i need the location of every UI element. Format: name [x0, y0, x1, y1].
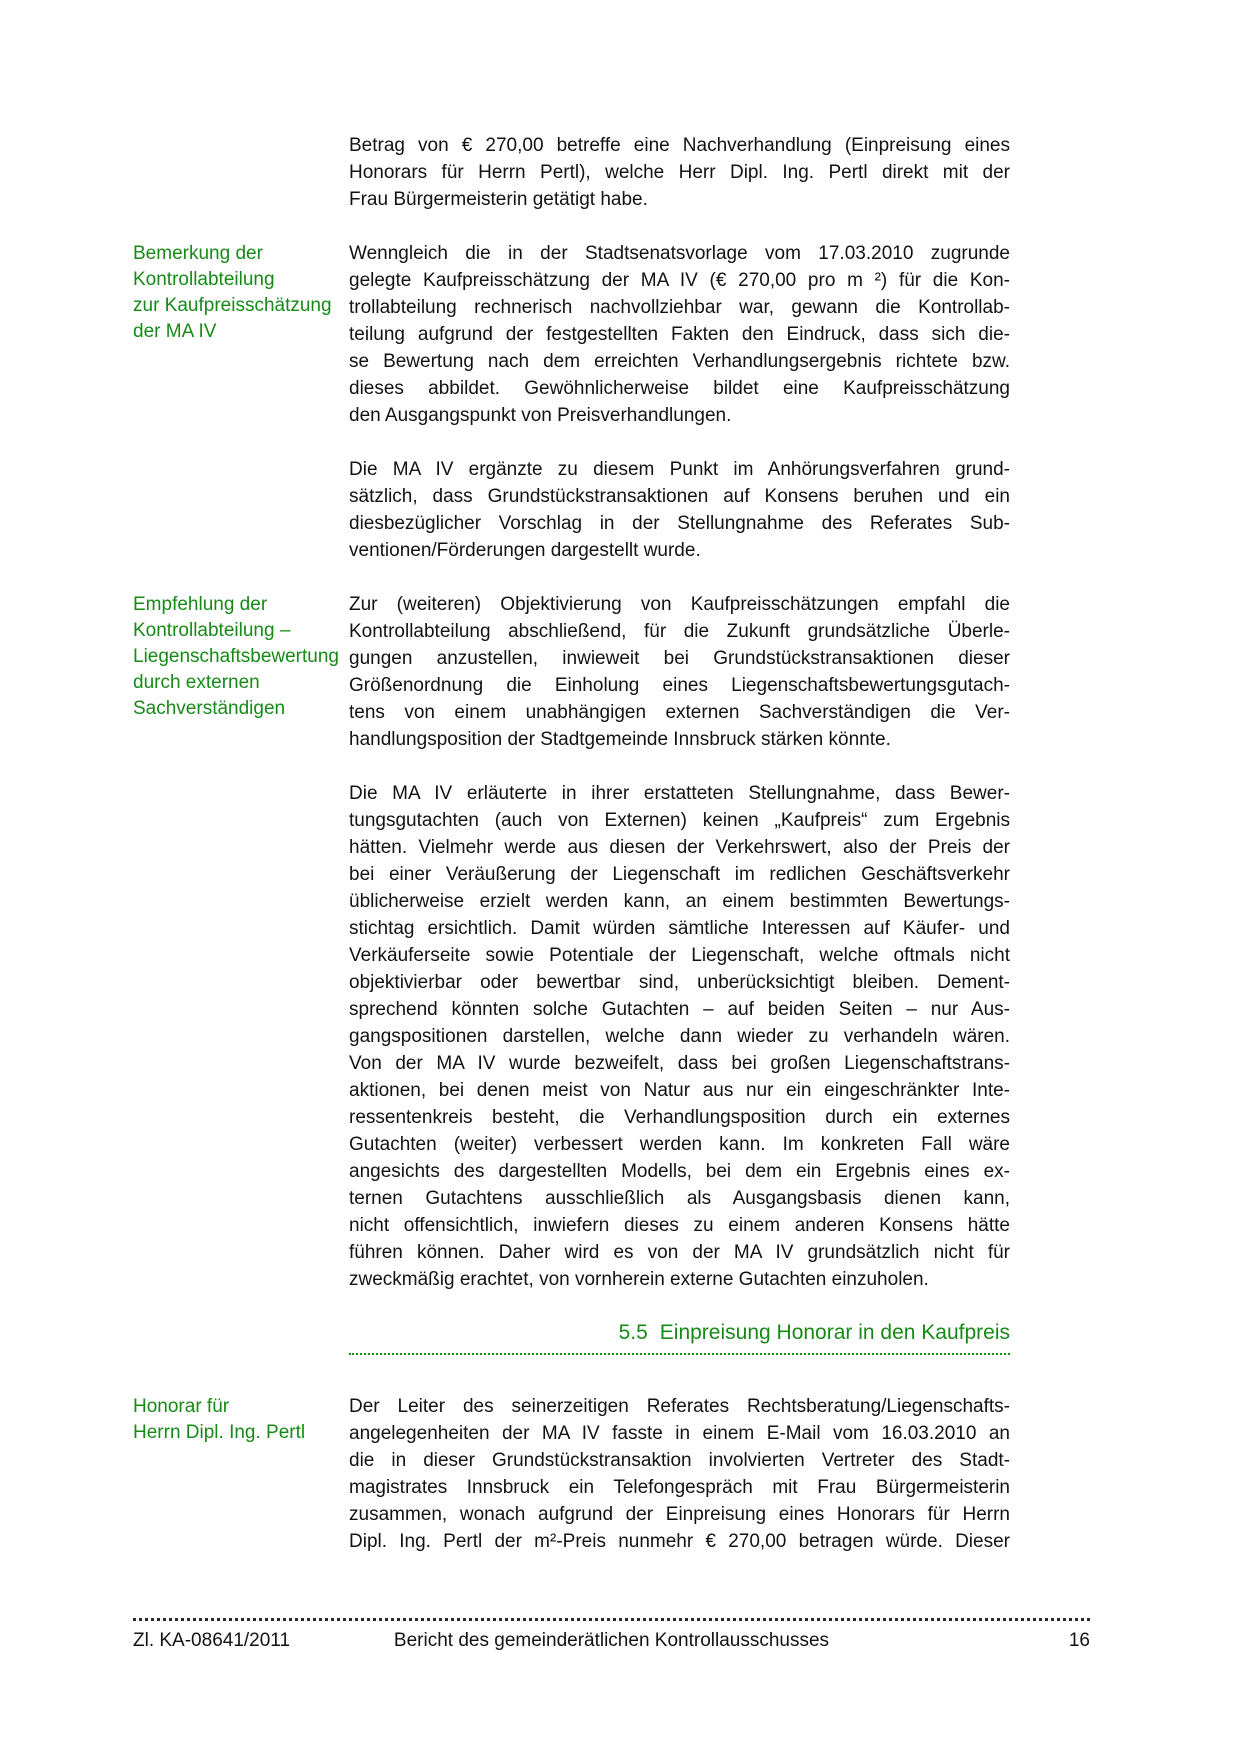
body-text-line: ressentenkreis besteht, die Verhandlungsposition durch ein externes: [349, 1107, 1010, 1128]
margin-label-line: Kontrollabteilung –: [133, 620, 291, 641]
body-paragraph: [349, 240, 1010, 429]
body-text-line: teilung aufgrund der festgestellten Fakten den Eindruck, dass sich die-: [349, 324, 1010, 345]
margin-label-line: Sachverständigen: [133, 698, 286, 719]
body-text-line: gelegte Kaufpreisschätzung der MA IV (€ 270,00 pro m ²) für die Kon-: [349, 270, 1010, 291]
body-text-line: die in dieser Grundstückstransaktion involvierten Vertreter des Stadt-: [349, 1450, 1010, 1471]
margin-label: [133, 780, 349, 781]
body-text-line: den Ausgangspunkt von Preisverhandlungen.: [349, 405, 732, 426]
body-text-line: Die MA IV erläuterte in ihrer erstatteten Stellungnahme, dass Bewer-: [349, 783, 1010, 804]
section-heading: [349, 1320, 1010, 1355]
body-text-line: Zur (weiteren) Objektivierung von Kaufpreisschätzungen empfahl die: [349, 594, 1010, 615]
margin-label-line: durch externen: [133, 672, 260, 693]
body-text-line: Die MA IV ergänzte zu diesem Punkt im Anhörungsverfahren grund-: [349, 459, 1010, 480]
margin-label: [133, 132, 349, 133]
footer-row: [133, 1630, 1090, 1654]
body-paragraph: [349, 1393, 1010, 1555]
body-text-line: handlungsposition der Stadtgemeinde Innsbruck stärken könnte.: [349, 729, 891, 750]
body-text-line: angelegenheiten der MA IV fasste in einem E-Mail vom 16.03.2010 an: [349, 1423, 1010, 1444]
body-text-line: tungsgutachten (auch von Externen) keinen „Kaufpreis“ zum Ergebnis: [349, 810, 1010, 831]
body-text-line: se Bewertung nach dem erreichten Verhandlungsergebnis richtete bzw.: [349, 351, 1010, 372]
body-paragraph: [349, 591, 1010, 753]
body-text-line: ternen Gutachtens ausschließlich als Ausgangsbasis dienen kann,: [349, 1188, 1010, 1209]
body-text-line: gangspositionen darstellen, welche dann wieder zu verhandeln wären.: [349, 1026, 1010, 1047]
margin-label: [133, 240, 349, 345]
paragraph-block: [133, 780, 1010, 1293]
body-text-line: Betrag von € 270,00 betreffe eine Nachverhandlung (Einpreisung eines: [349, 135, 1010, 156]
footer-page-number: 16: [1068, 1630, 1090, 1651]
body-text-line: diesbezüglicher Vorschlag in der Stellungnahme des Referates Sub-: [349, 513, 1010, 534]
section-heading-title: Einpreisung Honorar in den Kaufpreis: [659, 1321, 1010, 1344]
body-text-line: führen können. Daher wird es von der MA IV grundsätzlich nicht für: [349, 1242, 1010, 1263]
body-text-line: zusammen, wonach aufgrund der Einpreisung eines Honorars für Herrn: [349, 1504, 1010, 1525]
margin-label: [133, 1393, 349, 1446]
margin-label: [133, 456, 349, 457]
footer-reference-number: Zl. KA-08641/2011: [133, 1630, 291, 1651]
body-text-line: bei einer Veräußerung der Liegenschaft im redlichen Geschäftsverkehr: [349, 864, 1010, 885]
margin-label-line: Kontrollabteilung: [133, 269, 275, 290]
paragraph-block: [133, 456, 1010, 564]
body-text-line: angesichts des dargestellten Modells, bei dem ein Ergebnis eines ex-: [349, 1161, 1010, 1182]
body-text-line: sätzlich, dass Grundstückstransaktionen auf Konsens beruhen und ein: [349, 486, 1010, 507]
body-text-line: stichtag ersichtlich. Damit würden sämtliche Interessen auf Käufer- und: [349, 918, 1010, 939]
body-text-line: Verkäuferseite sowie Potentiale der Liegenschaft, welche oftmals nicht: [349, 945, 1010, 966]
margin-label-line: Bemerkung der: [133, 243, 263, 264]
margin-label: [133, 591, 349, 722]
body-text-line: ventionen/Förderungen dargestellt wurde.: [349, 540, 701, 561]
margin-label-line: Herrn Dipl. Ing. Pertl: [133, 1422, 306, 1443]
paragraph-block: [133, 591, 1010, 753]
document-body: [133, 132, 1010, 1582]
body-paragraph: [349, 132, 1010, 213]
body-text-line: Der Leiter des seinerzeitigen Referates Rechtsberatung/Liegenschafts-: [349, 1396, 1010, 1417]
margin-label-line: zur Kaufpreisschätzung: [133, 295, 332, 316]
body-text-line: Von der MA IV wurde bezweifelt, dass bei großen Liegenschaftstrans-: [349, 1053, 1010, 1074]
body-text-line: gungen anzustellen, inwieweit bei Grundstückstransaktionen dieser: [349, 648, 1010, 669]
paragraph-block: [133, 132, 1010, 213]
section-heading-number: 5.5: [618, 1321, 648, 1344]
body-text-line: trollabteilung rechnerisch nachvollziehbar war, gewann die Kontrollab-: [349, 297, 1010, 318]
paragraph-block: [133, 240, 1010, 429]
body-text-line: Kontrollabteilung abschließend, für die Zukunft grundsätzliche Überle-: [349, 621, 1010, 642]
body-text-line: tens von einem unabhängigen externen Sachverständigen die Ver-: [349, 702, 1010, 723]
margin-label-line: der MA IV: [133, 321, 217, 342]
margin-label-line: Liegenschaftsbewertung: [133, 646, 339, 667]
body-text-line: Dipl. Ing. Pertl der m²-Preis nunmehr € 270,00 betragen würde. Dieser: [349, 1531, 1010, 1552]
page-footer: [133, 1618, 1090, 1654]
body-text-line: Wenngleich die in der Stadtsenatsvorlage vom 17.03.2010 zugrunde: [349, 243, 1010, 264]
body-paragraph: [349, 780, 1010, 1293]
body-text-line: Frau Bürgermeisterin getätigt habe.: [349, 189, 648, 210]
body-text-line: Größenordnung die Einholung eines Liegenschaftsbewertungsgutach-: [349, 675, 1010, 696]
margin-label-line: Honorar für: [133, 1396, 230, 1417]
body-paragraph: [349, 456, 1010, 564]
footer-dotted-rule: [133, 1618, 1090, 1621]
body-text-line: nicht offensichtlich, inwiefern dieses zu einem anderen Konsens hätte: [349, 1215, 1010, 1236]
body-text-line: magistrates Innsbruck ein Telefongespräch mit Frau Bürgermeisterin: [349, 1477, 1010, 1498]
body-text-line: Honorars für Herrn Pertl), welche Herr Dipl. Ing. Pertl direkt mit der: [349, 162, 1010, 183]
body-text-line: üblicherweise erzielt werden kann, an einem bestimmten Bewertungs-: [349, 891, 1010, 912]
body-text-line: hätten. Vielmehr werde aus diesen der Verkehrswert, also der Preis der: [349, 837, 1010, 858]
margin-label-line: Empfehlung der: [133, 594, 268, 615]
footer-document-title: Bericht des gemeinderätlichen Kontrollausschusses: [393, 1630, 830, 1651]
paragraph-block: [133, 1393, 1010, 1555]
body-text-line: objektivierbar oder bewertbar sind, unberücksichtigt bleiben. Dement-: [349, 972, 1010, 993]
body-text-line: dieses abbildet. Gewöhnlicherweise bildet eine Kaufpreisschätzung: [349, 378, 1010, 399]
body-text-line: Gutachten (weiter) verbessert werden kann. Im konkreten Fall wäre: [349, 1134, 1010, 1155]
body-text-line: zweckmäßig erachtet, von vornherein externe Gutachten einzuholen.: [349, 1269, 929, 1290]
body-text-line: sprechend könnten solche Gutachten – auf beiden Seiten – nur Aus-: [349, 999, 1010, 1020]
body-text-line: aktionen, bei denen meist von Natur aus nur ein eingeschränkter Inte-: [349, 1080, 1010, 1101]
